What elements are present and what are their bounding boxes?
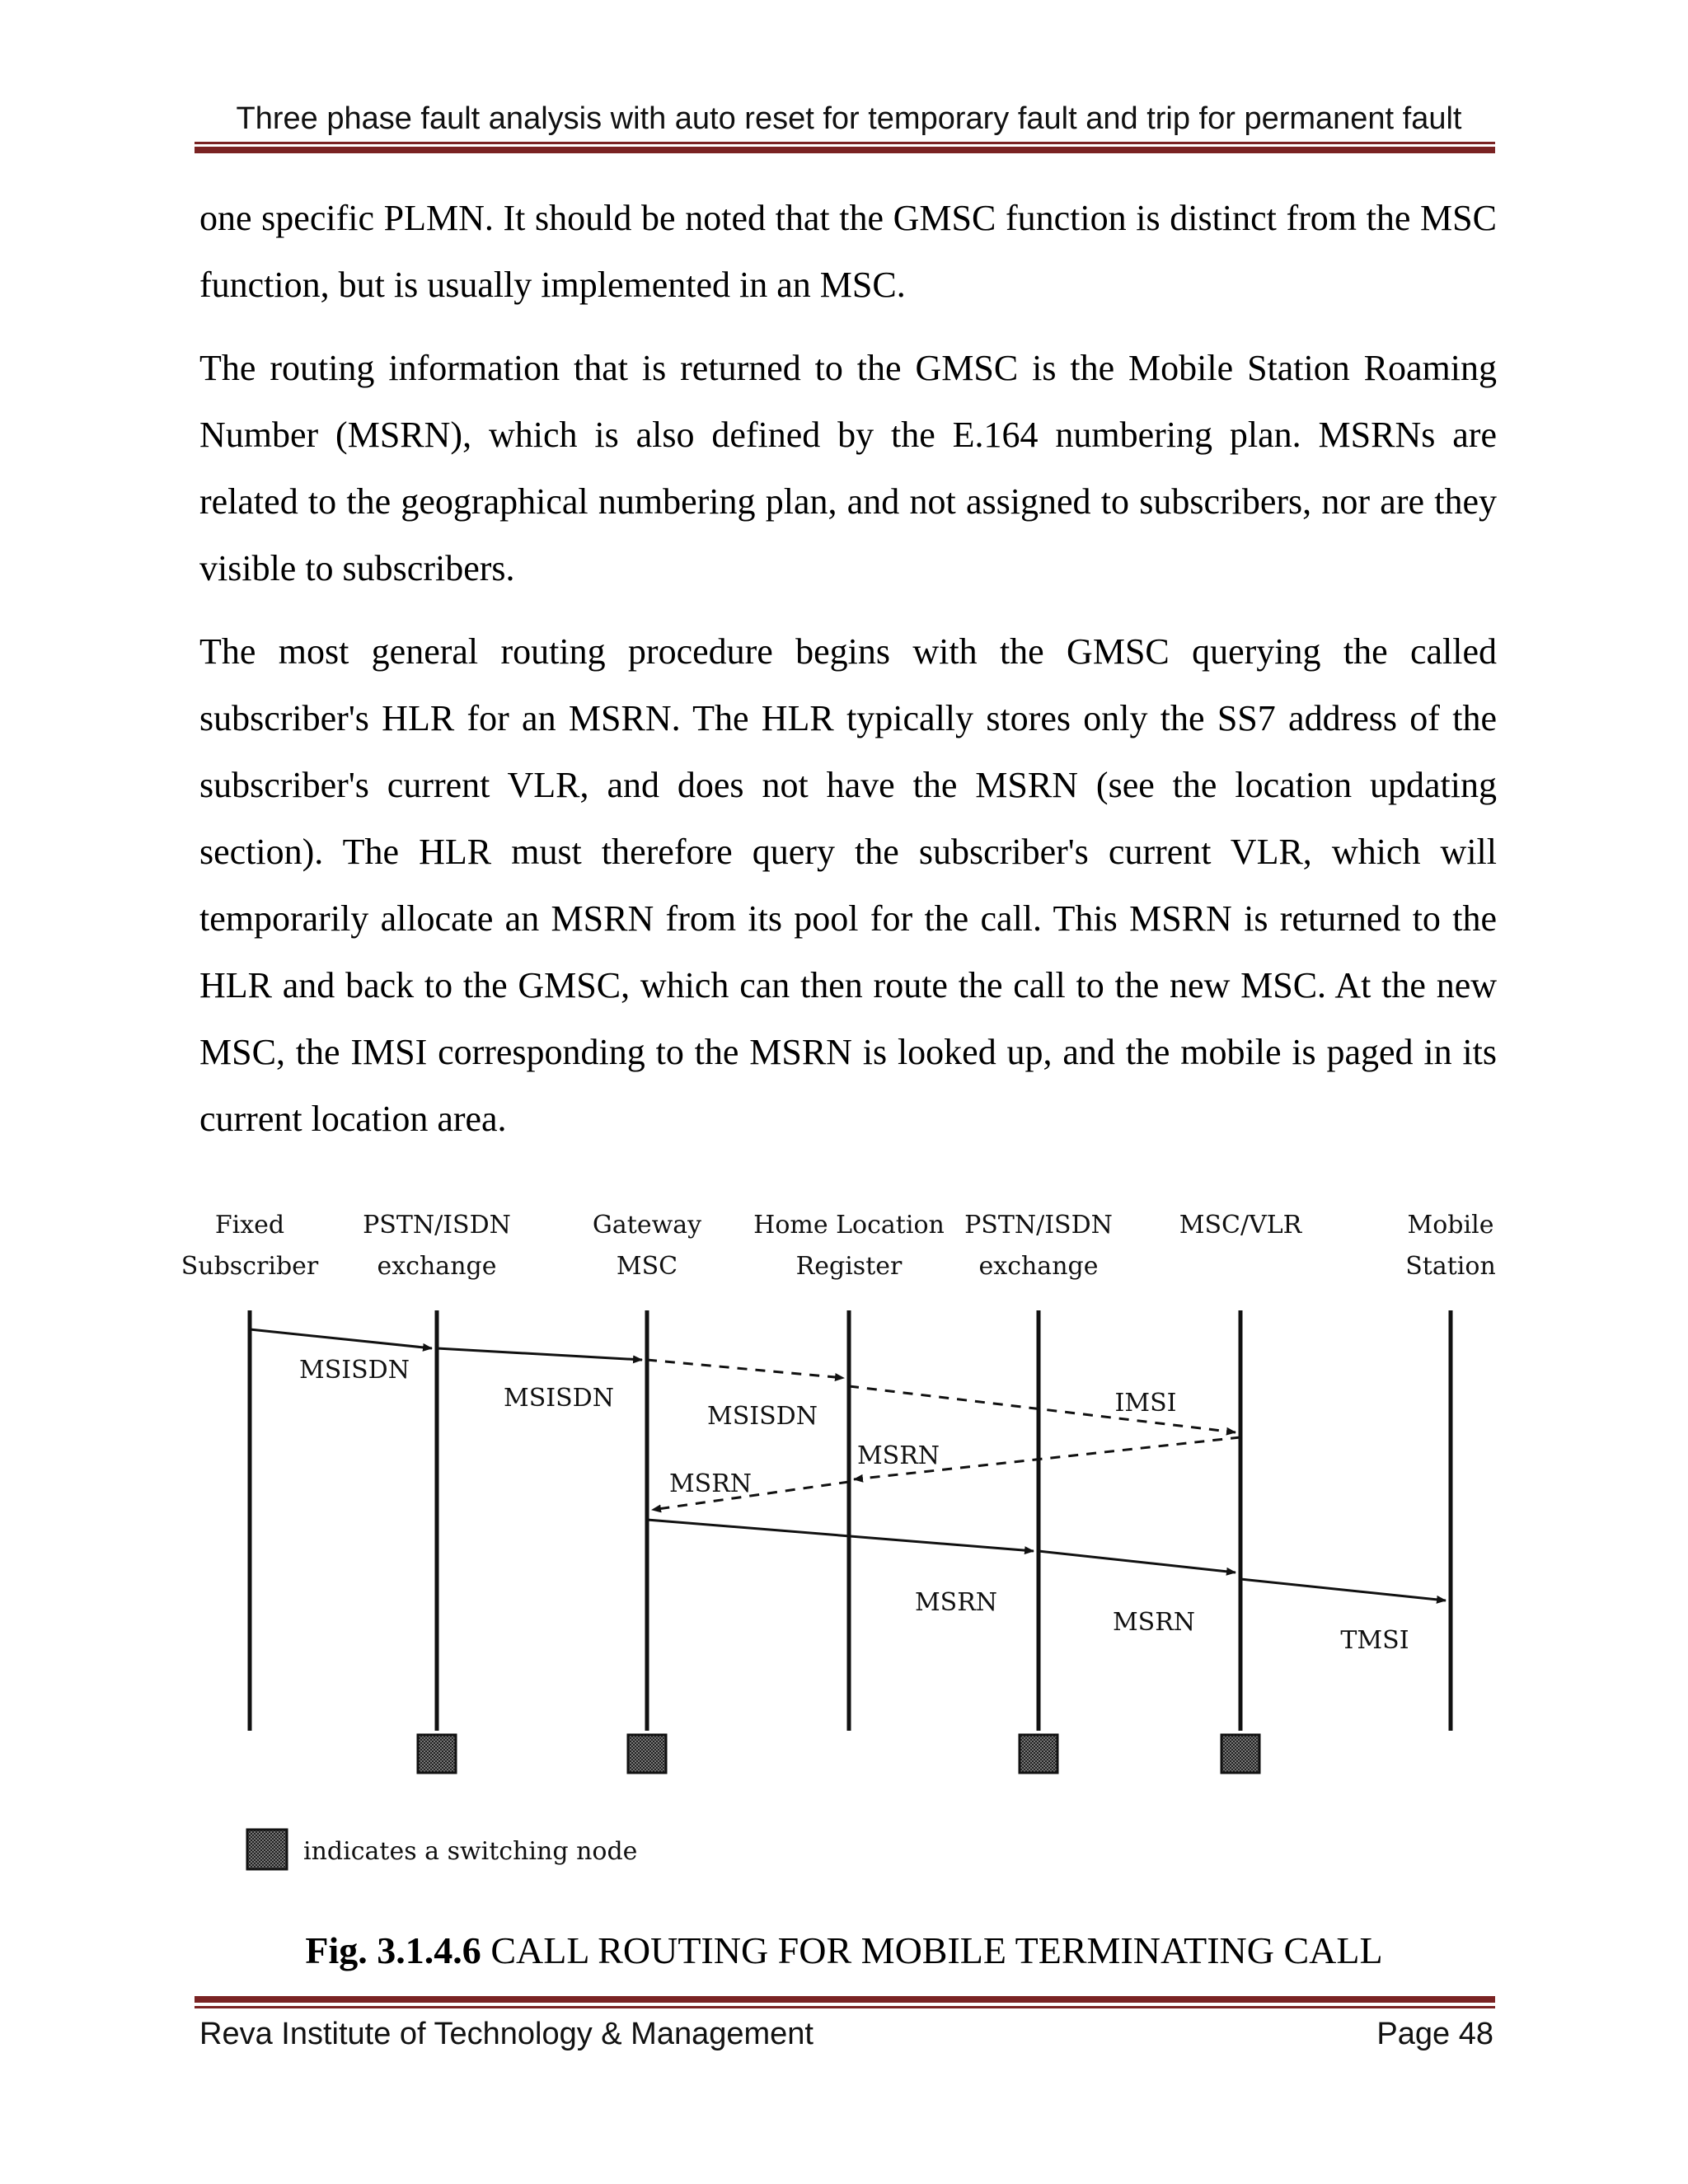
running-header: Three phase fault analysis with auto reset for temporary fault and trip for permanent fault bbox=[236, 101, 1462, 136]
message-label: MSISDN bbox=[299, 1356, 410, 1385]
body-text bbox=[199, 185, 1497, 1169]
header-rule-thin bbox=[195, 142, 1495, 144]
entity-label-line2: exchange bbox=[377, 1252, 497, 1281]
entity-label-line1: PSTN/ISDN bbox=[964, 1211, 1113, 1240]
entity-label-line2: MSC bbox=[616, 1252, 678, 1281]
call-routing-diagram bbox=[0, 1195, 1688, 1920]
entity-label-line1: Fixed bbox=[214, 1211, 285, 1240]
message-arrow bbox=[849, 1386, 1236, 1432]
entity-label-line1: Gateway bbox=[592, 1211, 702, 1240]
message-label: TMSI bbox=[1340, 1626, 1409, 1655]
figure-title: CALL ROUTING FOR MOBILE TERMINATING CALL bbox=[490, 1929, 1383, 1971]
message-label: MSRN bbox=[668, 1469, 753, 1498]
entity-label-line1: Mobile bbox=[1407, 1211, 1494, 1240]
footer-page-number: Page 48 bbox=[1376, 2017, 1493, 2051]
figure-caption bbox=[0, 1929, 1688, 1972]
switching-node-icon bbox=[1221, 1735, 1259, 1773]
message-arrow bbox=[437, 1348, 642, 1360]
message-label: MSRN bbox=[1112, 1608, 1196, 1637]
switching-node-icon bbox=[1020, 1735, 1057, 1773]
entity-label-line2: Register bbox=[795, 1252, 903, 1281]
legend-switching-node-icon bbox=[247, 1830, 287, 1869]
paragraph-1: one specific PLMN. It should be noted that the GMSC function is distinct from the MSC function, but is usually implemented in an MSC. bbox=[199, 198, 1497, 305]
footer-rule-thick bbox=[195, 1996, 1495, 2003]
message-arrow bbox=[1240, 1579, 1446, 1601]
legend-text: indicates a switching node bbox=[303, 1837, 638, 1866]
message-label: MSISDN bbox=[707, 1402, 818, 1431]
entity-label-line2: Subscriber bbox=[181, 1252, 319, 1281]
switching-node-icon bbox=[628, 1735, 666, 1773]
message-label: MSISDN bbox=[504, 1384, 614, 1413]
paragraph-2: The routing information that is returned to the GMSC is the Mobile Station Roaming Number (MSRN), which is also defined by the E.164 numbering plan. MSRNs are related to the geographical numbering plan, and not assigned to subscribers, nor are they visible to subscribers. bbox=[199, 348, 1497, 588]
figure-number: Fig. 3.1.4.6 bbox=[305, 1929, 481, 1971]
message-arrow bbox=[647, 1360, 844, 1378]
switching-node-icon bbox=[418, 1735, 456, 1773]
message-label: IMSI bbox=[1114, 1389, 1177, 1418]
footer-institution: Reva Institute of Technology & Management bbox=[199, 2017, 814, 2051]
entity-label-line2: exchange bbox=[978, 1252, 1099, 1281]
paragraph-3: The most general routing procedure begins with the GMSC querying the called subscriber's HLR for an MSRN. The HLR typically stores only the SS7 address of the subscriber's current VLR, and does not have the MSRN (see the location updating section). The HLR must therefore query the subscriber's current VLR, which will temporarily allocate an MSRN from its pool for the call. This MSRN is returned to the HLR and back to the GMSC, which can then route the call to the new MSC. At the new MSC, the IMSI corresponding to the MSRN is looked up, and the mobile is paged in its current location area. bbox=[199, 631, 1497, 1139]
message-label: MSRN bbox=[914, 1588, 998, 1617]
message-arrow bbox=[1039, 1551, 1236, 1572]
entity-label-line2: Station bbox=[1405, 1252, 1496, 1281]
entity-label-line1: Home Location bbox=[753, 1211, 945, 1240]
message-arrow bbox=[647, 1520, 1034, 1551]
entity-label-line1: PSTN/ISDN bbox=[363, 1211, 511, 1240]
message-arrow bbox=[250, 1329, 432, 1348]
message-label: MSRN bbox=[856, 1441, 940, 1470]
footer-rule-thin bbox=[195, 2006, 1495, 2008]
entity-label-line1: MSC/VLR bbox=[1179, 1211, 1302, 1240]
header-rule-thick bbox=[195, 147, 1495, 153]
